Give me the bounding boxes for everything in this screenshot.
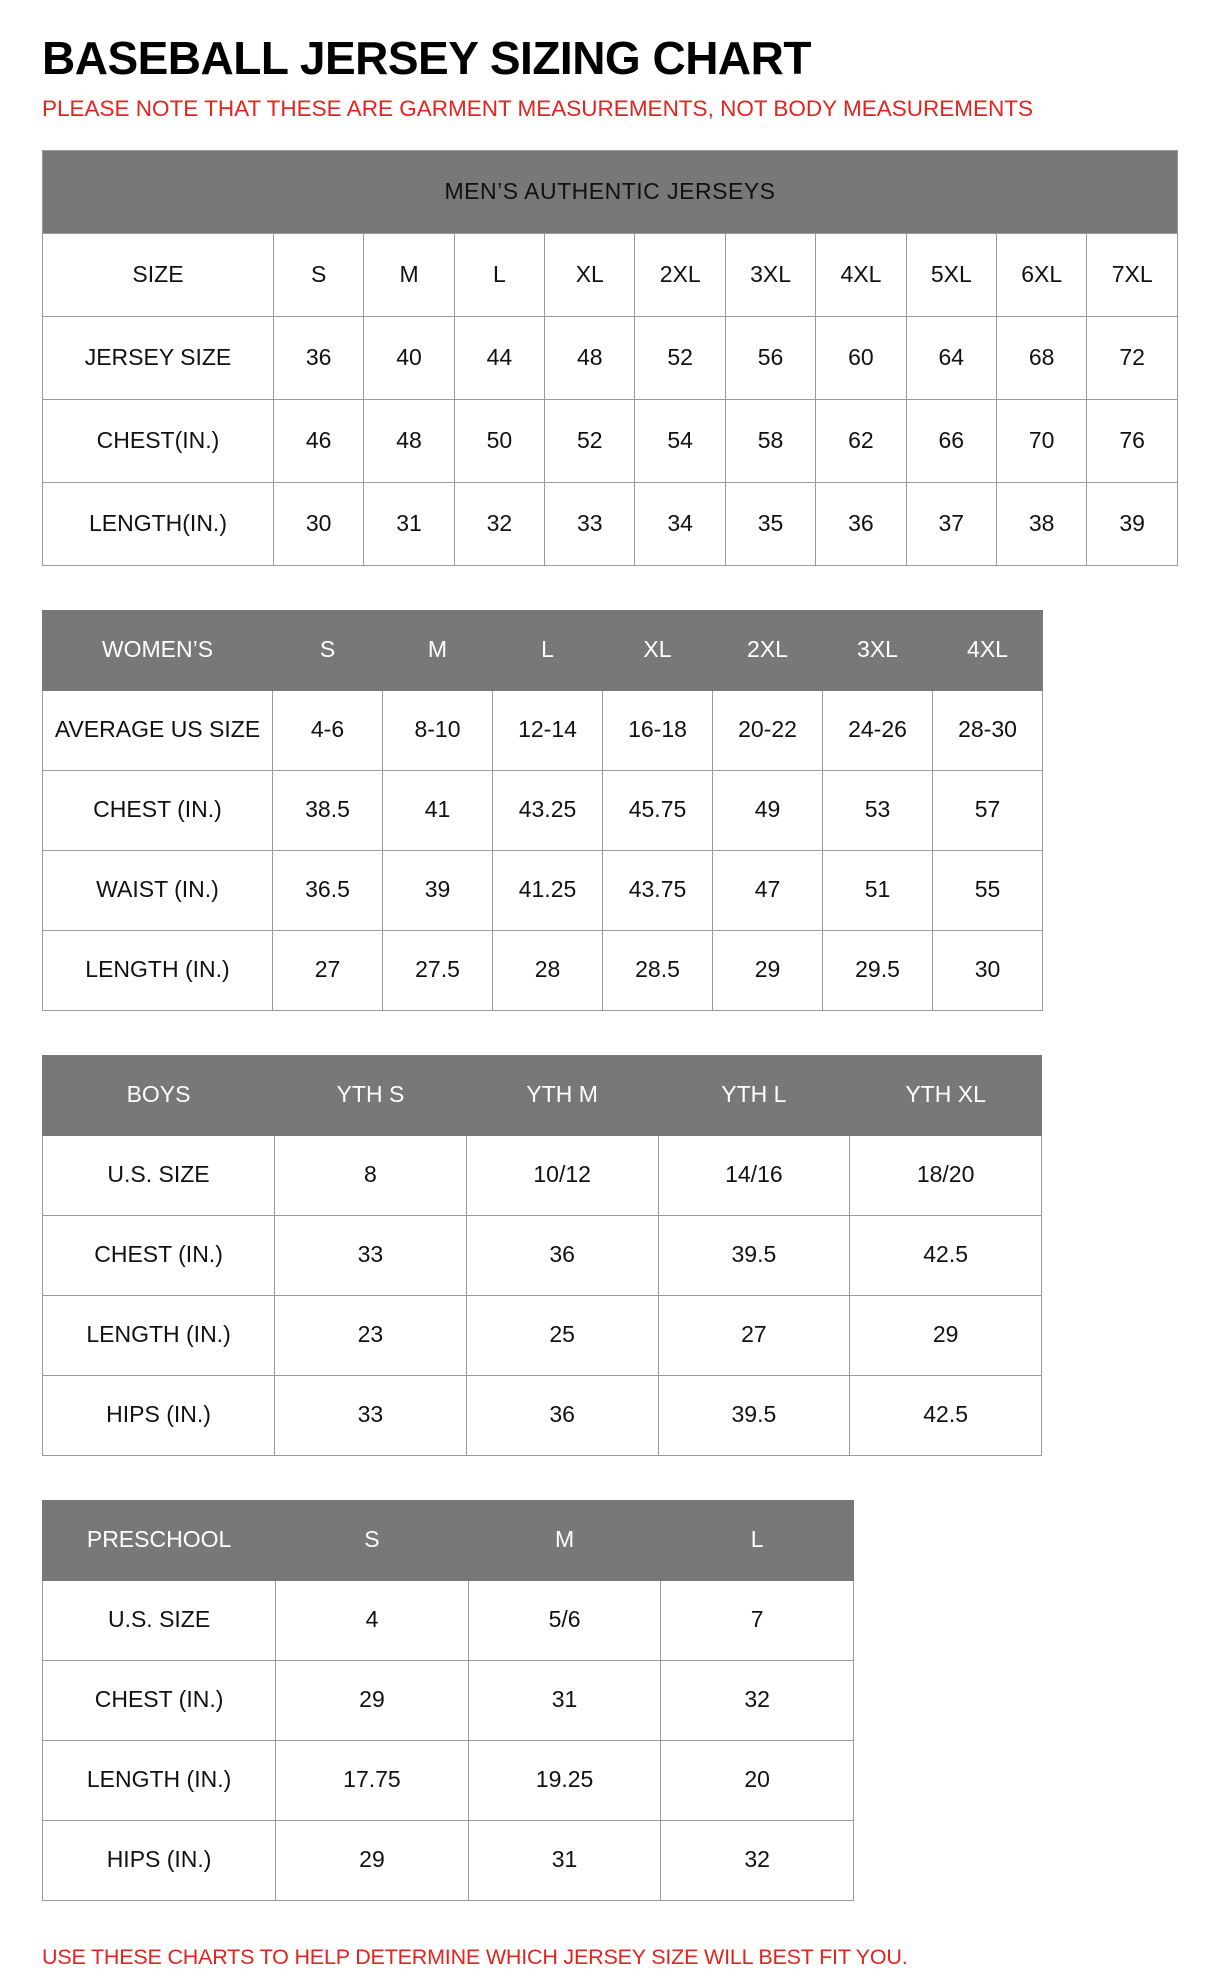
row-label: U.S. SIZE <box>43 1580 276 1660</box>
preschool-sizing-table <box>42 1500 854 1901</box>
cell: 29 <box>713 930 823 1010</box>
cell: L <box>454 233 544 316</box>
cell: 6XL <box>996 233 1086 316</box>
cell: 33 <box>275 1375 467 1455</box>
cell: 23 <box>275 1295 467 1375</box>
row-label: CHEST (IN.) <box>43 770 273 850</box>
cell: 17.75 <box>276 1740 469 1820</box>
table-row <box>43 233 1178 316</box>
boys-header-row <box>43 1055 1042 1135</box>
row-label: LENGTH (IN.) <box>43 930 273 1010</box>
row-label: CHEST (IN.) <box>43 1215 275 1295</box>
cell: 47 <box>713 850 823 930</box>
row-label: AVERAGE US SIZE <box>43 690 273 770</box>
cell: S <box>273 233 363 316</box>
row-label: CHEST(IN.) <box>43 399 274 482</box>
cell: 35 <box>725 482 815 565</box>
cell: 29.5 <box>823 930 933 1010</box>
cell: 66 <box>906 399 996 482</box>
womens-header-label: WOMEN’S <box>43 610 273 690</box>
table-row <box>43 482 1178 565</box>
boys-header-size: YTH XL <box>850 1055 1042 1135</box>
table-row <box>43 399 1178 482</box>
boys-sizing-table <box>42 1055 1042 1456</box>
cell: 4XL <box>816 233 906 316</box>
cell: 57 <box>933 770 1043 850</box>
cell: 40 <box>364 316 454 399</box>
preschool-header-size: M <box>468 1500 661 1580</box>
row-label: LENGTH (IN.) <box>43 1740 276 1820</box>
cell: 49 <box>713 770 823 850</box>
page-title: BASEBALL JERSEY SIZING CHART <box>42 32 811 84</box>
preschool-header-size: L <box>661 1500 854 1580</box>
womens-header-size: M <box>383 610 493 690</box>
cell: 34 <box>635 482 725 565</box>
cell: 39.5 <box>658 1375 850 1455</box>
preschool-header-size: S <box>276 1500 469 1580</box>
cell: 41 <box>383 770 493 850</box>
row-label: JERSEY SIZE <box>43 316 274 399</box>
row-label: SIZE <box>43 233 274 316</box>
cell: 8 <box>275 1135 467 1215</box>
cell: 5/6 <box>468 1580 661 1660</box>
table-row <box>43 1580 854 1660</box>
table-row <box>43 770 1043 850</box>
cell: 36 <box>466 1215 658 1295</box>
cell: 14/16 <box>658 1135 850 1215</box>
cell: 25 <box>466 1295 658 1375</box>
table-row <box>43 1375 1042 1455</box>
cell: 42.5 <box>850 1215 1042 1295</box>
boys-header-size: YTH S <box>275 1055 467 1135</box>
womens-header-size: 2XL <box>713 610 823 690</box>
cell: 41.25 <box>493 850 603 930</box>
womens-header-size: L <box>493 610 603 690</box>
cell: 24-26 <box>823 690 933 770</box>
cell: 31 <box>364 482 454 565</box>
table-row <box>43 690 1043 770</box>
table-row <box>43 1660 854 1740</box>
cell: 38.5 <box>273 770 383 850</box>
cell: 31 <box>468 1660 661 1740</box>
cell: 32 <box>661 1820 854 1900</box>
mens-sizing-table <box>42 150 1178 566</box>
womens-sizing-table <box>42 610 1043 1011</box>
cell: 58 <box>725 399 815 482</box>
cell: 27.5 <box>383 930 493 1010</box>
cell: 36.5 <box>273 850 383 930</box>
cell: 4-6 <box>273 690 383 770</box>
cell: 51 <box>823 850 933 930</box>
row-label: HIPS (IN.) <box>43 1375 275 1455</box>
cell: 48 <box>545 316 635 399</box>
cell: 30 <box>273 482 363 565</box>
cell: 32 <box>454 482 544 565</box>
cell: 12-14 <box>493 690 603 770</box>
cell: 60 <box>816 316 906 399</box>
cell: 55 <box>933 850 1043 930</box>
cell: XL <box>545 233 635 316</box>
cell: 31 <box>468 1820 661 1900</box>
cell: 29 <box>276 1820 469 1900</box>
cell: 33 <box>275 1215 467 1295</box>
table-row <box>43 850 1043 930</box>
cell: 54 <box>635 399 725 482</box>
footer-note: USE THESE CHARTS TO HELP DETERMINE WHICH JERSEY SIZE WILL BEST FIT YOU. <box>42 1944 908 1969</box>
cell: 30 <box>933 930 1043 1010</box>
cell: 37 <box>906 482 996 565</box>
cell: 48 <box>364 399 454 482</box>
cell: 18/20 <box>850 1135 1042 1215</box>
womens-header-size: XL <box>603 610 713 690</box>
cell: 27 <box>273 930 383 1010</box>
cell: 36 <box>816 482 906 565</box>
cell: 39.5 <box>658 1215 850 1295</box>
mens-banner-row <box>43 150 1178 233</box>
row-label: WAIST (IN.) <box>43 850 273 930</box>
womens-header-size: 4XL <box>933 610 1043 690</box>
table-row <box>43 1295 1042 1375</box>
row-label: LENGTH (IN.) <box>43 1295 275 1375</box>
cell: 8-10 <box>383 690 493 770</box>
cell: 39 <box>383 850 493 930</box>
cell: 50 <box>454 399 544 482</box>
row-label: LENGTH(IN.) <box>43 482 274 565</box>
row-label: U.S. SIZE <box>43 1135 275 1215</box>
cell: 29 <box>850 1295 1042 1375</box>
cell: 20-22 <box>713 690 823 770</box>
row-label: HIPS (IN.) <box>43 1820 276 1900</box>
cell: 7 <box>661 1580 854 1660</box>
cell: 28.5 <box>603 930 713 1010</box>
cell: 5XL <box>906 233 996 316</box>
cell: 33 <box>545 482 635 565</box>
preschool-header-row <box>43 1500 854 1580</box>
cell: 4 <box>276 1580 469 1660</box>
cell: 28 <box>493 930 603 1010</box>
cell: 43.25 <box>493 770 603 850</box>
table-row <box>43 930 1043 1010</box>
cell: 70 <box>996 399 1086 482</box>
cell: 2XL <box>635 233 725 316</box>
cell: 16-18 <box>603 690 713 770</box>
womens-header-size: 3XL <box>823 610 933 690</box>
cell: 44 <box>454 316 544 399</box>
cell: 42.5 <box>850 1375 1042 1455</box>
cell: 27 <box>658 1295 850 1375</box>
cell: 53 <box>823 770 933 850</box>
table-row <box>43 1820 854 1900</box>
cell: 62 <box>816 399 906 482</box>
table-row <box>43 1215 1042 1295</box>
cell: 20 <box>661 1740 854 1820</box>
cell: 3XL <box>725 233 815 316</box>
cell: 46 <box>273 399 363 482</box>
row-label: CHEST (IN.) <box>43 1660 276 1740</box>
table-row <box>43 1135 1042 1215</box>
table-row <box>43 316 1178 399</box>
cell: 28-30 <box>933 690 1043 770</box>
cell: 43.75 <box>603 850 713 930</box>
cell: 29 <box>276 1660 469 1740</box>
mens-banner: MEN’S AUTHENTIC JERSEYS <box>43 150 1178 233</box>
cell: 52 <box>545 399 635 482</box>
cell: 76 <box>1087 399 1178 482</box>
measurement-note: PLEASE NOTE THAT THESE ARE GARMENT MEASUREMENTS, NOT BODY MEASUREMENTS <box>42 96 1034 122</box>
table-row <box>43 1740 854 1820</box>
boys-header-label: BOYS <box>43 1055 275 1135</box>
cell: 39 <box>1087 482 1178 565</box>
cell: 38 <box>996 482 1086 565</box>
boys-header-size: YTH M <box>466 1055 658 1135</box>
womens-header-size: S <box>273 610 383 690</box>
cell: 68 <box>996 316 1086 399</box>
cell: 32 <box>661 1660 854 1740</box>
cell: 19.25 <box>468 1740 661 1820</box>
cell: 72 <box>1087 316 1178 399</box>
cell: 52 <box>635 316 725 399</box>
cell: 45.75 <box>603 770 713 850</box>
boys-header-size: YTH L <box>658 1055 850 1135</box>
preschool-header-label: PRESCHOOL <box>43 1500 276 1580</box>
cell: M <box>364 233 454 316</box>
cell: 64 <box>906 316 996 399</box>
cell: 36 <box>273 316 363 399</box>
cell: 7XL <box>1087 233 1178 316</box>
womens-header-row <box>43 610 1043 690</box>
cell: 36 <box>466 1375 658 1455</box>
cell: 10/12 <box>466 1135 658 1215</box>
cell: 56 <box>725 316 815 399</box>
